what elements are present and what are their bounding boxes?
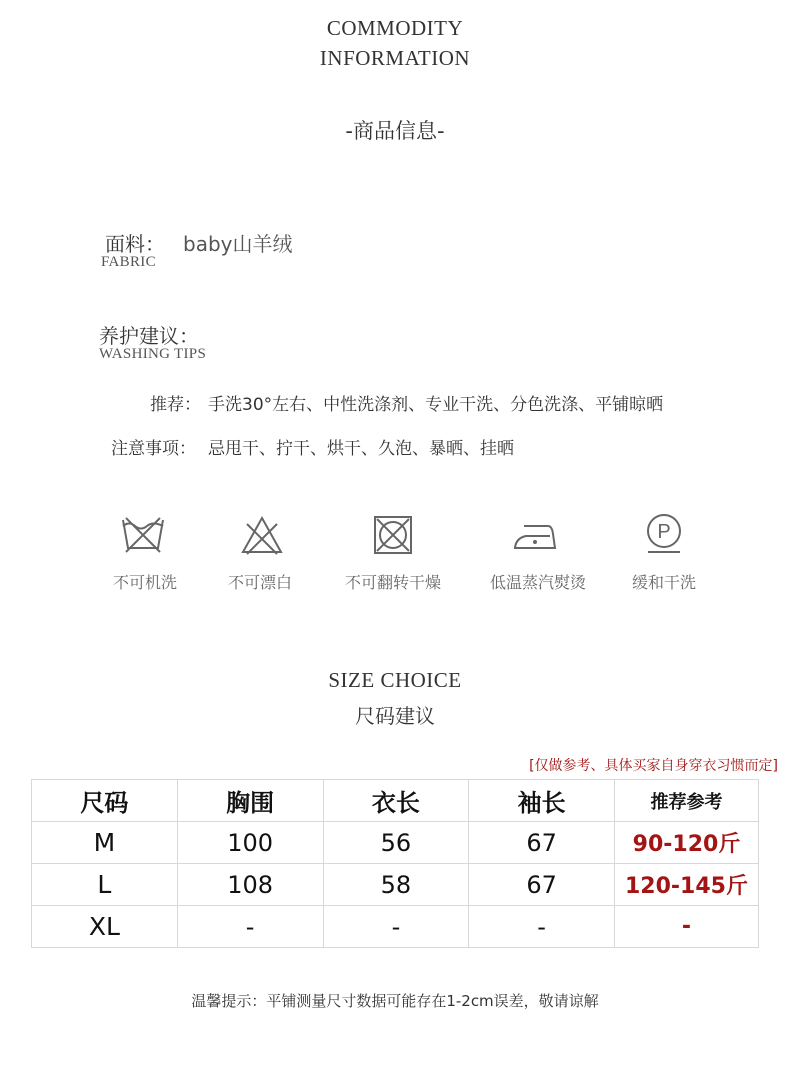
caution-label: 注意事项： xyxy=(111,439,196,459)
header-recommend: 推荐参考 xyxy=(614,780,758,822)
title-cn: -商品信息- xyxy=(345,119,445,143)
svg-text:P: P xyxy=(657,521,671,543)
cell-length: 58 xyxy=(323,864,469,906)
caution-text: 忌甩干、拧干、烘干、久泡、暴晒、挂晒 xyxy=(208,439,514,459)
cell-sleeve: 67 xyxy=(469,822,615,864)
care-label: 养护建议： xyxy=(99,324,199,348)
table-row xyxy=(32,822,759,864)
size-table xyxy=(31,779,759,948)
no-machine-wash-icon xyxy=(120,512,166,562)
care-label-no-tumble-dry: 不可翻转干燥 xyxy=(344,573,441,592)
table-header-row xyxy=(32,780,759,822)
cell-size: XL xyxy=(32,906,178,948)
cell-sleeve: 67 xyxy=(469,864,615,906)
header-length: 衣长 xyxy=(323,780,469,822)
low-steam-iron-icon xyxy=(512,512,558,562)
recommend-text: 手洗30°左右、中性洗涤剂、专业干洗、分色洗涤、平铺晾晒 xyxy=(208,395,664,415)
header-size: 尺码 xyxy=(32,780,178,822)
cell-chest: 108 xyxy=(177,864,323,906)
cell-recommend: 90-120斤 xyxy=(614,822,758,864)
care-label-no-machine-wash: 不可机洗 xyxy=(112,573,177,592)
care-label-gentle-dry-clean: 缓和干洗 xyxy=(631,573,696,592)
cell-sleeve: - xyxy=(469,906,615,948)
cell-chest: 100 xyxy=(177,822,323,864)
cell-length: 56 xyxy=(323,822,469,864)
header-chest: 胸围 xyxy=(177,780,323,822)
cell-recommend: - xyxy=(614,906,758,948)
title-en-line1: COMMODITY xyxy=(326,16,464,40)
cell-length: - xyxy=(323,906,469,948)
size-note: [仅做参考、具体买家自身穿衣习惯而定] xyxy=(529,758,778,774)
cell-size: L xyxy=(32,864,178,906)
care-label-no-bleach: 不可漂白 xyxy=(227,573,292,592)
recommend-label: 推荐： xyxy=(150,395,201,415)
title-en-line2: INFORMATION xyxy=(319,46,471,70)
care-label-en: WASHING TIPS xyxy=(99,346,207,362)
fabric-label-en: FABRIC xyxy=(101,254,156,270)
cell-recommend: 120-145斤 xyxy=(614,864,758,906)
cell-size: M xyxy=(32,822,178,864)
cell-chest: - xyxy=(177,906,323,948)
size-title-cn: 尺码建议 xyxy=(355,704,435,728)
table-row xyxy=(32,906,759,948)
size-title-en: SIZE CHOICE xyxy=(328,668,462,692)
care-label-low-steam-iron: 低温蒸汽熨烫 xyxy=(489,573,586,592)
no-tumble-dry-icon xyxy=(370,512,416,562)
gentle-dry-clean-icon xyxy=(641,510,687,560)
footer-tip: 温馨提示：平铺测量尺寸数据可能存在1-2cm误差，敬请谅解 xyxy=(191,992,599,1010)
fabric-label: 面料： xyxy=(105,232,165,256)
header-sleeve: 袖长 xyxy=(469,780,615,822)
fabric-value: baby山羊绒 xyxy=(183,232,293,256)
no-bleach-icon xyxy=(239,512,285,562)
table-row xyxy=(32,864,759,906)
